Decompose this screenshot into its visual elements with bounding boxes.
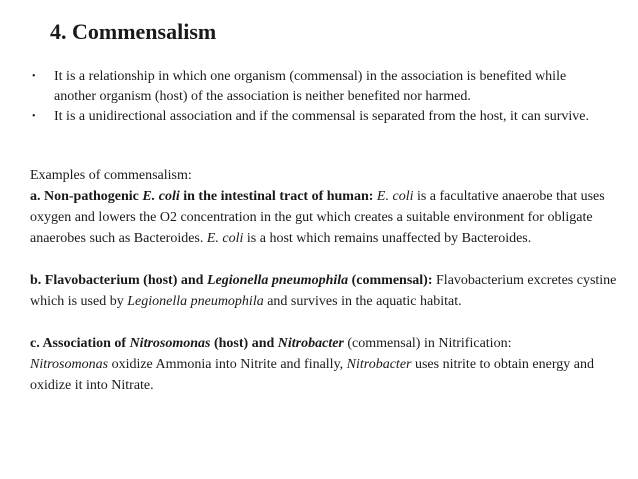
example-b-heading: b. Flavobacterium (host) and Legionella pneumophila (commensal): (30, 273, 433, 288)
example-c: c. Association of Nitrosomonas (host) and Nitrobacter (commensal) in Nitrification: Nitrosomonas oxidize Ammonia into Nitrite and finally, Nitrobacter uses nitrite to obtain energy and oxidize it into Nitrate. (30, 336, 594, 393)
bullet-dot-icon: • (32, 111, 36, 122)
bullet-dot-icon: • (32, 71, 36, 82)
bullet-text: It is a relationship in which one organism (commensal) in the association is benefited while another organism (host) of the association is neither benefited nor harmed. (54, 69, 567, 104)
example-a: a. Non-pathogenic E. coli in the intestinal tract of human: E. coli is a facultative anaerobe that uses oxygen and lowers the O2 concentration in the gut which creates a suitable environment for obligate anaerobes such as Bacteroides. E. coli is a host which remains unaffected by Bacteroides. (30, 189, 605, 246)
example-a-heading: a. Non-pathogenic E. coli in the intestinal tract of human: (30, 189, 374, 204)
slide-title: 4. Commensalism (50, 19, 217, 44)
bullet-list (30, 67, 610, 128)
bullet-item (30, 107, 610, 127)
slide-body (30, 165, 625, 396)
bullet-text: It is a unidirectional association and if the commensal is separated from the host, it can survive. (54, 109, 589, 124)
example-b: b. Flavobacterium (host) and Legionella pneumophila (commensal): Flavobacterium excretes cystine which is used by Legionella pneumophila and survives in the aquatic habitat. (30, 273, 617, 309)
bullet-item (30, 67, 610, 106)
examples-intro: Examples of commensalism: (30, 168, 192, 183)
example-c-heading: c. Association of Nitrosomonas (host) and Nitrobacter (30, 336, 344, 351)
